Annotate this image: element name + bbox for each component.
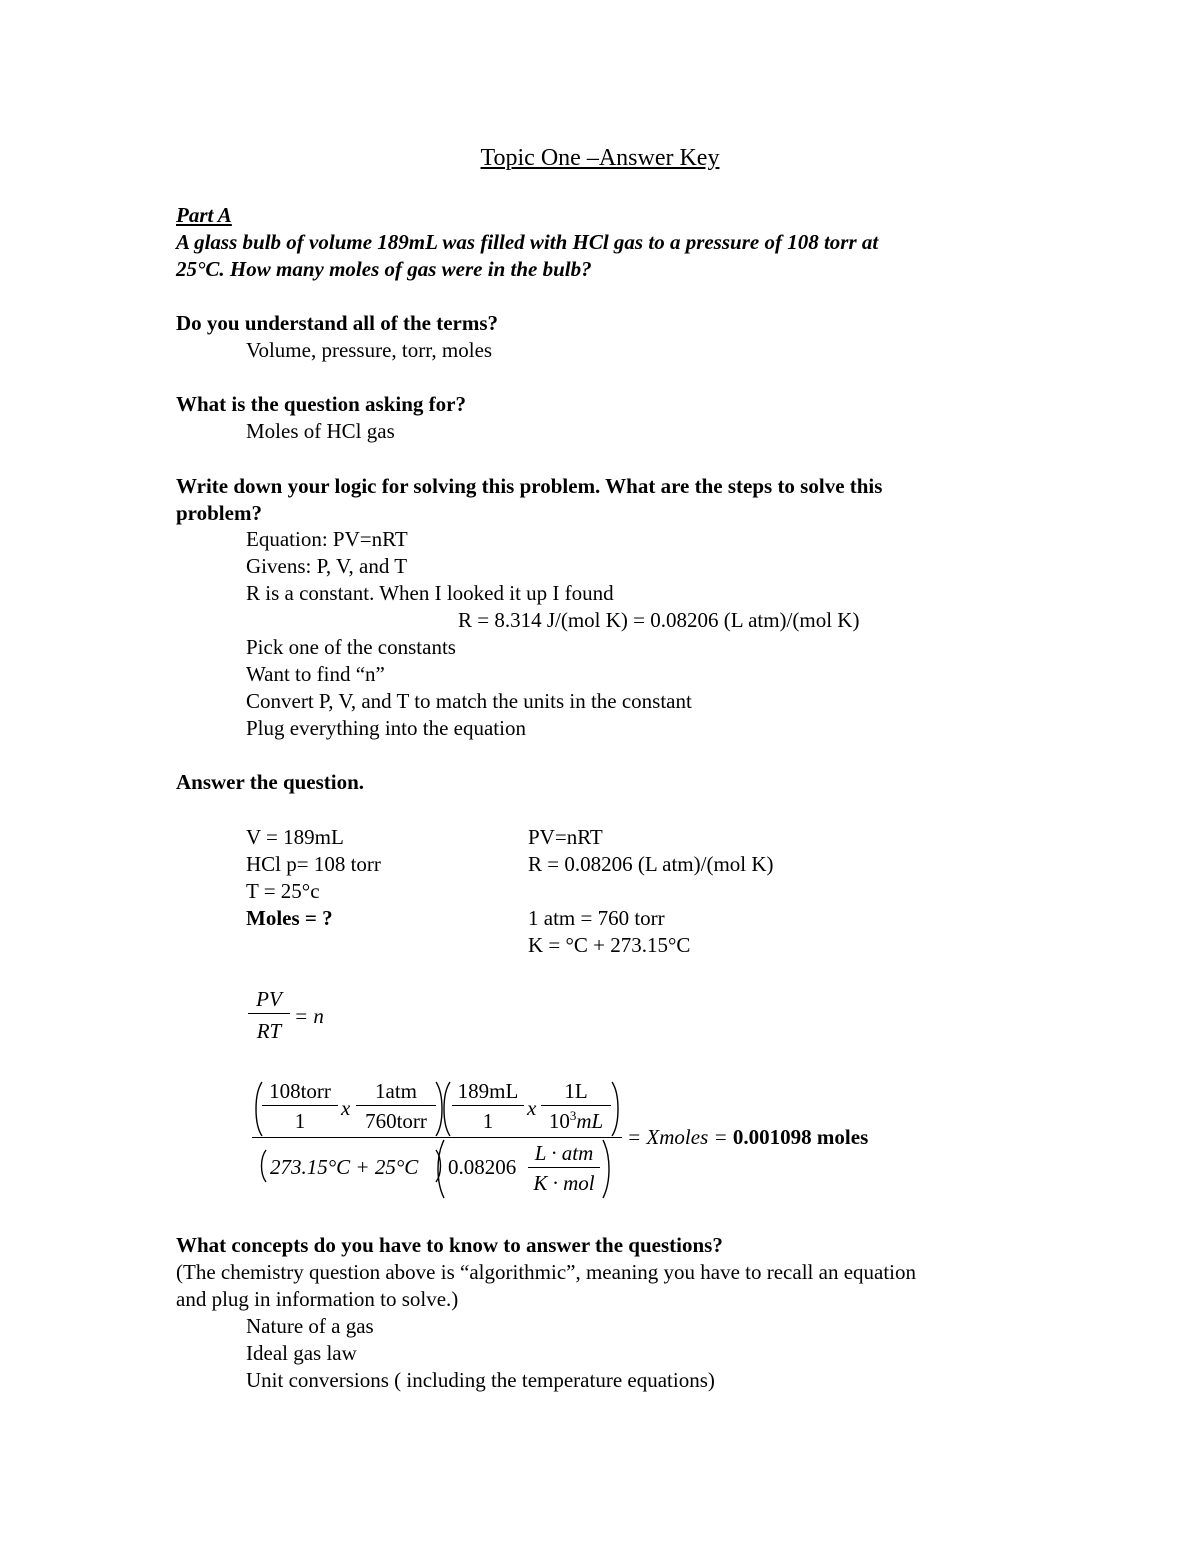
answer-heading: Answer the question.	[176, 770, 365, 794]
result-value: 0.001098 moles	[732, 1125, 869, 1149]
fraction-bar	[356, 1105, 436, 1106]
fraction-numerator: 1atm	[375, 1079, 417, 1103]
part-label: Part A	[176, 203, 232, 227]
logic-step: Plug everything into the equation	[246, 716, 526, 740]
asking-answer: Moles of HCl gas	[246, 419, 395, 443]
fraction-bar	[528, 1167, 600, 1168]
terms-heading: Do you understand all of the terms?	[176, 311, 499, 335]
power-exponent: 3	[569, 1108, 577, 1123]
fraction-108torr	[262, 1078, 338, 1135]
times-sign: x	[527, 1096, 537, 1120]
fraction-numerator: 108torr	[269, 1079, 331, 1103]
problem-line-2: 25°C. How many moles of gas were in the bulb?	[176, 257, 592, 281]
fraction-numerator: L · atm	[534, 1141, 594, 1165]
given-volume: V = 189mL	[246, 825, 344, 849]
fraction-denominator: K · mol	[533, 1171, 595, 1195]
logic-step-r-constant: R = 8.314 J/(mol K) = 0.08206 (L atm)/(mol K)	[458, 608, 860, 632]
asking-heading: What is the question asking for?	[176, 392, 466, 416]
given-temperature: T = 25°c	[246, 879, 320, 903]
concept-item: Nature of a gas	[246, 1314, 374, 1338]
power-base: 10	[548, 1109, 570, 1133]
fraction-denominator: 1	[482, 1109, 494, 1133]
fraction-denominator: 1	[294, 1109, 306, 1133]
fraction-r-units	[528, 1140, 600, 1197]
fraction-denominator: 760torr	[365, 1109, 427, 1133]
concept-item: Ideal gas law	[246, 1341, 357, 1365]
main-fraction-bar	[252, 1137, 622, 1138]
relation-ideal-gas: PV=nRT	[528, 825, 603, 849]
formula-rt-denominator: RT	[256, 1019, 282, 1043]
fraction-189ml	[452, 1078, 524, 1135]
terms-answer: Volume, pressure, torr, moles	[246, 338, 493, 362]
logic-step: Equation: PV=nRT	[246, 527, 408, 551]
fraction-numerator: 189mL	[457, 1079, 519, 1103]
logic-step: Convert P, V, and T to match the units in the constant	[246, 689, 692, 713]
formula-equals-n: = n	[294, 1004, 324, 1028]
logic-step: Givens: P, V, and T	[246, 554, 408, 578]
problem-line-1: A glass bulb of volume 189mL was filled with HCl gas to a pressure of 108 torr at	[176, 230, 879, 254]
logic-heading-line-2: problem?	[176, 501, 262, 525]
fraction-bar	[541, 1105, 611, 1106]
unit-ml: mL	[576, 1109, 604, 1133]
fraction-atm-torr	[356, 1078, 436, 1135]
concepts-note-line-2: and plug in information to solve.)	[176, 1287, 459, 1311]
times-sign: x	[341, 1096, 351, 1120]
fraction-denominator	[541, 1108, 611, 1135]
r-constant-value: 0.08206	[448, 1155, 517, 1179]
fraction-bar	[452, 1105, 524, 1106]
concepts-heading: What concepts do you have to know to answer the questions?	[176, 1233, 723, 1257]
logic-step: Pick one of the constants	[246, 635, 456, 659]
relation-atm-torr: 1 atm = 760 torr	[528, 906, 665, 930]
fraction-numerator: 1L	[564, 1079, 588, 1103]
fraction-litre-ml	[541, 1078, 611, 1135]
relation-kelvin: K = °C + 273.15°C	[528, 933, 691, 957]
temperature-sum: 273.15°C + 25°C	[270, 1155, 419, 1179]
concept-item: Unit conversions ( including the temperature equations)	[246, 1368, 715, 1392]
relation-r-value: R = 0.08206 (L atm)/(mol K)	[528, 852, 774, 876]
logic-heading-line-1: Write down your logic for solving this problem. What are the steps to solve this	[176, 474, 883, 498]
formula-pv-numerator: PV	[256, 987, 282, 1011]
concepts-note-line-1: (The chemistry question above is “algorithmic”, meaning you have to recall an equation	[176, 1260, 917, 1284]
calculation-result	[627, 1124, 868, 1151]
result-prefix: = Xmoles =	[627, 1125, 728, 1149]
logic-step: R is a constant. When I looked it up I found	[246, 581, 614, 605]
logic-step: Want to find “n”	[246, 662, 385, 686]
fraction-bar	[262, 1105, 338, 1106]
page-title: Topic One –Answer Key	[480, 145, 720, 171]
given-pressure: HCl p= 108 torr	[246, 852, 381, 876]
given-moles: Moles = ?	[246, 906, 333, 930]
